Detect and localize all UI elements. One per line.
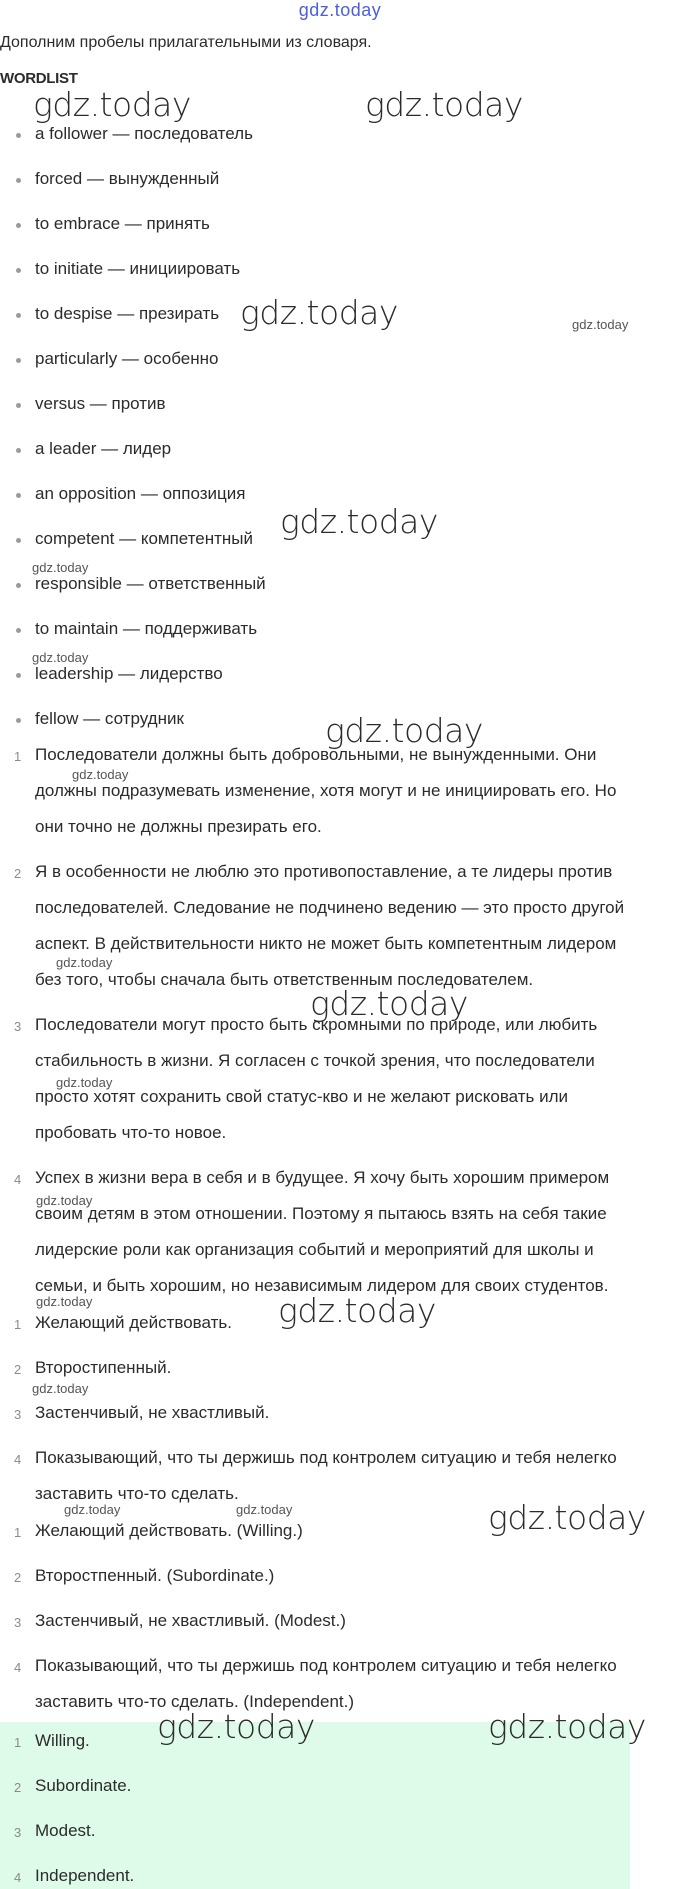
answer-text: Independent. xyxy=(35,1866,135,1885)
watermark: gdz.today xyxy=(488,1707,646,1746)
watermark: gdz.today xyxy=(572,317,629,332)
bullet-icon xyxy=(16,358,21,363)
paragraph-line: Последователи должны быть добровольными, не вынужденными. Они xyxy=(35,745,597,764)
watermark: gdz.today xyxy=(33,85,191,124)
wordlist-title: WORDLIST xyxy=(0,70,78,87)
bullet-icon xyxy=(16,493,21,498)
bullet-icon xyxy=(16,133,21,138)
definition-line: Застенчивый, не хвастливый. xyxy=(35,1403,270,1422)
definition-line: заставить что-то сделать. (Independent.) xyxy=(35,1692,355,1711)
definition-line: Показывающий, что ты держишь под контролем ситуацию и тебя нелегко xyxy=(35,1448,617,1467)
watermark: gdz.today xyxy=(72,767,129,782)
paragraph-number: 3 xyxy=(14,1019,22,1034)
answer-number: 1 xyxy=(14,1735,22,1750)
answer-number: 3 xyxy=(14,1825,22,1840)
site-logo[interactable]: gdz.today xyxy=(298,0,382,20)
paragraph-line: последователей. Следование не подчинено ведению — это просто другой xyxy=(35,898,625,917)
watermark: gdz.today xyxy=(36,1294,93,1309)
watermark: gdz.today xyxy=(32,650,89,665)
paragraph-line: без того, чтобы сначала быть ответственным последователем. xyxy=(35,970,534,989)
paragraph-line: Успех в жизни вера в себя и в будущее. Я хочу быть хорошим примером xyxy=(35,1168,610,1187)
bullet-icon xyxy=(16,718,21,723)
paragraph-line: пробовать что-то новое. xyxy=(35,1123,227,1142)
definition-line: Второстипенный. xyxy=(35,1358,172,1377)
paragraph-line: Последователи могут просто быть скромными по природе, или любить xyxy=(35,1015,598,1034)
watermark: gdz.today xyxy=(325,711,483,750)
paragraph-line: стабильность в жизни. Я согласен с точкой зрения, что последователи xyxy=(35,1051,595,1070)
bullet-icon xyxy=(16,628,21,633)
definition-line: Показывающий, что ты держишь под контролем ситуацию и тебя нелегко xyxy=(35,1656,617,1675)
answers-highlight xyxy=(0,1722,630,1889)
definition-number: 1 xyxy=(14,1525,22,1540)
paragraph-line: Я в особенности не люблю это противопоставление, а те лидеры против xyxy=(35,862,613,881)
bullet-icon xyxy=(16,223,21,228)
definition-number: 2 xyxy=(14,1362,22,1377)
definition-number: 2 xyxy=(14,1570,22,1585)
definition-number: 4 xyxy=(14,1452,22,1467)
paragraph-line: просто хотят сохранить свой статус-кво и не желают рисковать или xyxy=(35,1087,569,1106)
answer-text: Willing. xyxy=(35,1731,90,1750)
answer-number: 2 xyxy=(14,1780,22,1795)
watermark: gdz.today xyxy=(157,1707,315,1746)
paragraph-line: своим детям в этом отношении. Поэтому я пытаюсь взять на себя такие xyxy=(35,1204,607,1223)
task-instruction: Дополним пробелы прилагательными из словаря. xyxy=(0,34,372,51)
watermark: gdz.today xyxy=(32,1381,89,1396)
bullet-icon xyxy=(16,448,21,453)
answer-text: Modest. xyxy=(35,1821,96,1840)
watermark: gdz.today xyxy=(310,984,468,1023)
paragraph-line: они точно не должны презирать его. xyxy=(35,817,322,836)
paragraph-line: семьи, и быть хорошим, но независимым лидером для своих студентов. xyxy=(35,1276,609,1295)
watermark: gdz.today xyxy=(280,502,438,541)
bullet-icon xyxy=(16,178,21,183)
watermark: gdz.today xyxy=(488,1498,646,1537)
watermark: gdz.today xyxy=(32,560,89,575)
paragraph-number: 4 xyxy=(14,1172,22,1187)
definition-number: 4 xyxy=(14,1660,22,1675)
bullet-icon xyxy=(16,268,21,273)
watermark: gdz.today xyxy=(240,293,398,332)
watermark: gdz.today xyxy=(56,1075,113,1090)
definition-line: Второстпенный. (Subordinate.) xyxy=(35,1566,275,1585)
bullet-icon xyxy=(16,538,21,543)
bullet-icon xyxy=(16,583,21,588)
watermark: gdz.today xyxy=(56,955,113,970)
watermark: gdz.today xyxy=(278,1291,436,1330)
definition-line: Желающий действовать. xyxy=(35,1313,232,1332)
definition-line: заставить что-то сделать. xyxy=(35,1484,239,1503)
definition-number: 3 xyxy=(14,1407,22,1422)
bullet-icon xyxy=(16,313,21,318)
definition-number: 3 xyxy=(14,1615,22,1630)
bullet-icon xyxy=(16,673,21,678)
definition-number: 1 xyxy=(14,1317,22,1332)
watermark: gdz.today xyxy=(36,1193,93,1208)
paragraph-number: 1 xyxy=(14,749,22,764)
bullet-icon xyxy=(16,403,21,408)
paragraph-line: лидерские роли как организация событий и мероприятий для школы и xyxy=(35,1240,594,1259)
definition-line: Застенчивый, не хвастливый. (Modest.) xyxy=(35,1611,346,1630)
answer-number: 4 xyxy=(14,1870,22,1885)
paragraph-line: аспект. В действительности никто не может быть компетентным лидером xyxy=(35,934,617,953)
paragraph-number: 2 xyxy=(14,866,22,881)
watermark: gdz.today xyxy=(64,1502,121,1517)
watermark: gdz.today xyxy=(365,85,523,124)
paragraph-line: должны подразумевать изменение, хотя могут и не инициировать его. Но xyxy=(35,781,617,800)
answer-text: Subordinate. xyxy=(35,1776,132,1795)
definition-line: Желающий действовать. (Willing.) xyxy=(35,1521,303,1540)
watermark: gdz.today xyxy=(236,1502,293,1517)
